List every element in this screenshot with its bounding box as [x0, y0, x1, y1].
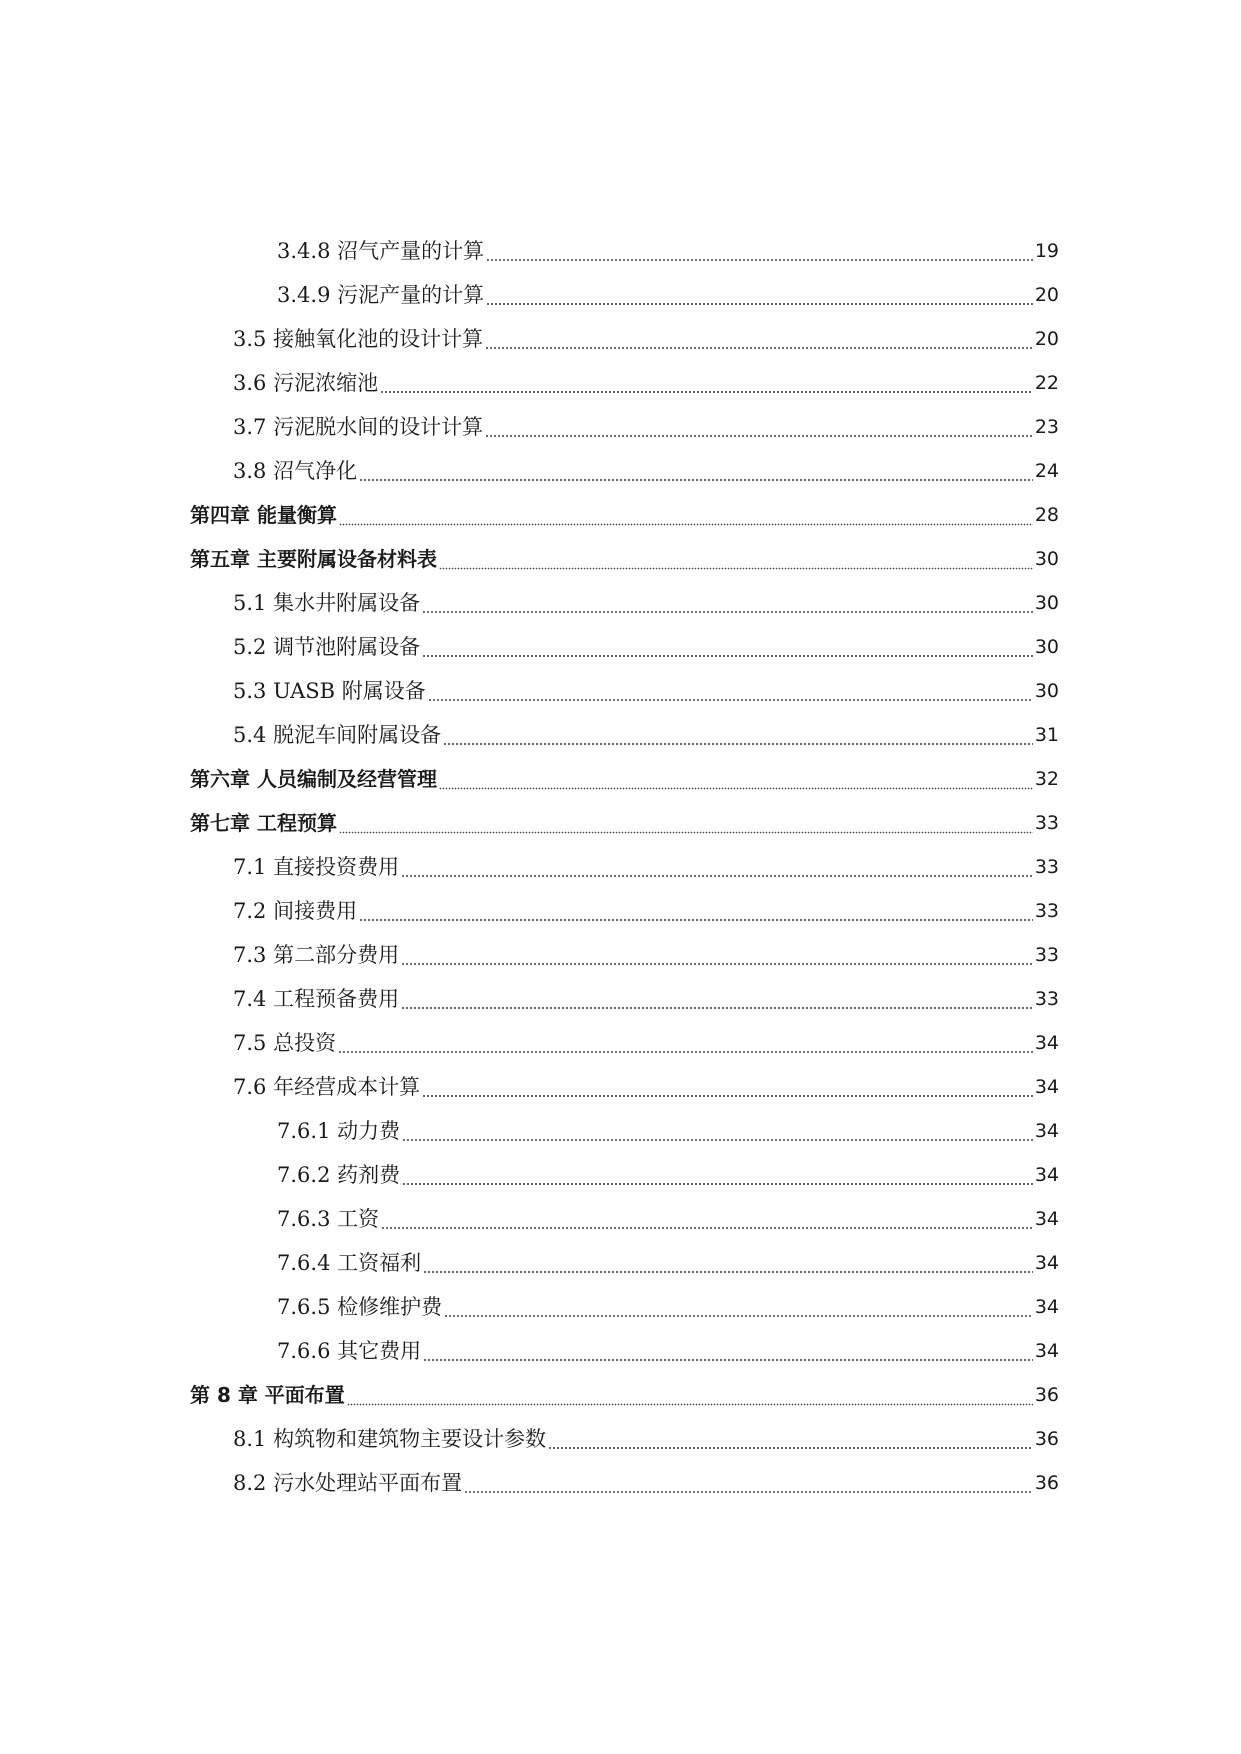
toc-entry-7-6-2[interactable] [0, 1153, 1241, 1197]
toc-entry-7-2[interactable] [0, 889, 1241, 933]
toc-entry-5-1[interactable] [0, 581, 1241, 625]
toc-page-number: 20 [1034, 284, 1059, 306]
toc-page-number: 34 [1034, 1076, 1059, 1098]
toc-entry-title: 3.6 污泥浓缩池 [233, 371, 379, 395]
toc-entry-title: 5.4 脱泥车间附属设备 [233, 723, 442, 747]
toc-entry-3-8[interactable] [0, 449, 1241, 493]
toc-entry-title: 3.4.8 沼气产量的计算 [277, 239, 485, 263]
toc-entry-title: 第四章 能量衡算 [190, 503, 337, 527]
toc-entry-title: 8.1 构筑物和建筑物主要设计参数 [233, 1427, 547, 1451]
toc-entry-5-4[interactable] [0, 713, 1241, 757]
toc-dot-leader [347, 1373, 1033, 1417]
toc-entry-chapter-8[interactable] [0, 1373, 1241, 1417]
toc-entry-7-6-3[interactable] [0, 1197, 1241, 1241]
toc-dot-leader [359, 449, 1033, 493]
toc-entry-3-5[interactable] [0, 317, 1241, 361]
toc-dot-leader [423, 1241, 1033, 1285]
toc-entry-chapter-6[interactable] [0, 757, 1241, 801]
toc-dot-leader [381, 1197, 1033, 1241]
toc-page-number: 33 [1034, 944, 1059, 966]
toc-entry-title: 3.8 沼气净化 [233, 459, 358, 483]
toc-entry-title: 7.3 第二部分费用 [233, 943, 400, 967]
toc-entry-title: 7.6.4 工资福利 [277, 1251, 422, 1275]
toc-entry-title: 7.6.3 工资 [277, 1207, 380, 1231]
table-of-contents [0, 229, 1241, 1505]
toc-entry-title: 7.2 间接费用 [233, 899, 358, 923]
toc-entry-title: 5.1 集水井附属设备 [233, 591, 421, 615]
toc-entry-title: 第 8 章 平面布置 [190, 1383, 345, 1407]
toc-page-number: 36 [1034, 1428, 1059, 1450]
toc-dot-leader [485, 317, 1033, 361]
toc-page-number: 34 [1034, 1340, 1059, 1362]
toc-entry-5-3[interactable] [0, 669, 1241, 713]
toc-dot-leader [428, 669, 1033, 713]
toc-entry-3-7[interactable] [0, 405, 1241, 449]
toc-entry-7-6[interactable] [0, 1065, 1241, 1109]
toc-dot-leader [422, 625, 1033, 669]
toc-entry-chapter-5[interactable] [0, 537, 1241, 581]
toc-page-number: 34 [1034, 1164, 1059, 1186]
toc-dot-leader [339, 801, 1033, 845]
toc-page-number: 22 [1034, 372, 1059, 394]
toc-entry-3-6[interactable] [0, 361, 1241, 405]
toc-entry-title: 5.3 UASB 附属设备 [233, 679, 426, 703]
toc-page-number: 30 [1034, 592, 1059, 614]
toc-entry-title: 3.5 接触氧化池的设计计算 [233, 327, 484, 351]
toc-entry-8-1[interactable] [0, 1417, 1241, 1461]
toc-entry-title: 7.6.1 动力费 [277, 1119, 401, 1143]
toc-dot-leader [548, 1417, 1033, 1461]
toc-page-number: 33 [1034, 812, 1059, 834]
toc-dot-leader [486, 229, 1033, 273]
toc-entry-7-3[interactable] [0, 933, 1241, 977]
toc-page-number: 34 [1034, 1252, 1059, 1274]
toc-entry-title: 第七章 工程预算 [190, 811, 337, 835]
toc-page-number: 33 [1034, 988, 1059, 1010]
toc-page-number: 19 [1034, 240, 1059, 262]
toc-entry-3-4-8[interactable] [0, 229, 1241, 273]
toc-entry-title: 8.2 污水处理站平面布置 [233, 1471, 463, 1495]
toc-entry-title: 3.7 污泥脱水间的设计计算 [233, 415, 484, 439]
toc-entry-title: 7.6.2 药剂费 [277, 1163, 401, 1187]
toc-dot-leader [423, 1329, 1033, 1373]
toc-dot-leader [401, 933, 1033, 977]
toc-page-number: 30 [1034, 680, 1059, 702]
toc-dot-leader [464, 1461, 1033, 1505]
toc-entry-7-6-1[interactable] [0, 1109, 1241, 1153]
toc-page-number: 34 [1034, 1032, 1059, 1054]
toc-entry-chapter-4[interactable] [0, 493, 1241, 537]
toc-dot-leader [422, 1065, 1033, 1109]
toc-page-number: 23 [1034, 416, 1059, 438]
toc-page-number: 33 [1034, 900, 1059, 922]
toc-page-number: 30 [1034, 548, 1059, 570]
toc-dot-leader [401, 977, 1033, 1021]
toc-entry-title: 5.2 调节池附属设备 [233, 635, 421, 659]
toc-page-number: 34 [1034, 1296, 1059, 1318]
toc-entry-8-2[interactable] [0, 1461, 1241, 1505]
toc-entry-title: 7.6 年经营成本计算 [233, 1075, 421, 1099]
toc-dot-leader [486, 273, 1033, 317]
toc-page-number: 20 [1034, 328, 1059, 350]
toc-dot-leader [338, 1021, 1033, 1065]
toc-entry-7-1[interactable] [0, 845, 1241, 889]
toc-dot-leader [359, 889, 1033, 933]
toc-dot-leader [485, 405, 1033, 449]
toc-page-number: 34 [1034, 1208, 1059, 1230]
toc-dot-leader [339, 493, 1033, 537]
toc-entry-title: 第六章 人员编制及经营管理 [190, 767, 437, 791]
toc-dot-leader [439, 537, 1033, 581]
toc-entry-title: 7.6.6 其它费用 [277, 1339, 422, 1363]
toc-page-number: 33 [1034, 856, 1059, 878]
toc-entry-7-4[interactable] [0, 977, 1241, 1021]
toc-page-number: 30 [1034, 636, 1059, 658]
toc-page-number: 36 [1034, 1472, 1059, 1494]
toc-entry-7-5[interactable] [0, 1021, 1241, 1065]
toc-dot-leader [380, 361, 1033, 405]
toc-page-number: 24 [1034, 460, 1059, 482]
toc-entry-title: 7.6.5 检修维护费 [277, 1295, 443, 1319]
toc-page-number: 32 [1034, 768, 1059, 790]
toc-page-number: 36 [1034, 1384, 1059, 1406]
toc-dot-leader [402, 1153, 1033, 1197]
toc-entry-title: 7.1 直接投资费用 [233, 855, 400, 879]
toc-dot-leader [444, 1285, 1033, 1329]
toc-page-number: 34 [1034, 1120, 1059, 1142]
toc-entry-5-2[interactable] [0, 625, 1241, 669]
toc-entry-chapter-7[interactable] [0, 801, 1241, 845]
toc-entry-title: 7.4 工程预备费用 [233, 987, 400, 1011]
toc-entry-7-6-6[interactable] [0, 1329, 1241, 1373]
toc-entry-3-4-9[interactable] [0, 273, 1241, 317]
toc-entry-title: 7.5 总投资 [233, 1031, 337, 1055]
toc-dot-leader [439, 757, 1033, 801]
toc-dot-leader [401, 845, 1033, 889]
toc-entry-title: 第五章 主要附属设备材料表 [190, 547, 437, 571]
toc-dot-leader [402, 1109, 1033, 1153]
toc-entry-title: 3.4.9 污泥产量的计算 [277, 283, 485, 307]
toc-dot-leader [422, 581, 1033, 625]
toc-page-number: 28 [1034, 504, 1059, 526]
toc-page-number: 31 [1034, 724, 1059, 746]
toc-entry-7-6-4[interactable] [0, 1241, 1241, 1285]
toc-dot-leader [443, 713, 1033, 757]
toc-entry-7-6-5[interactable] [0, 1285, 1241, 1329]
